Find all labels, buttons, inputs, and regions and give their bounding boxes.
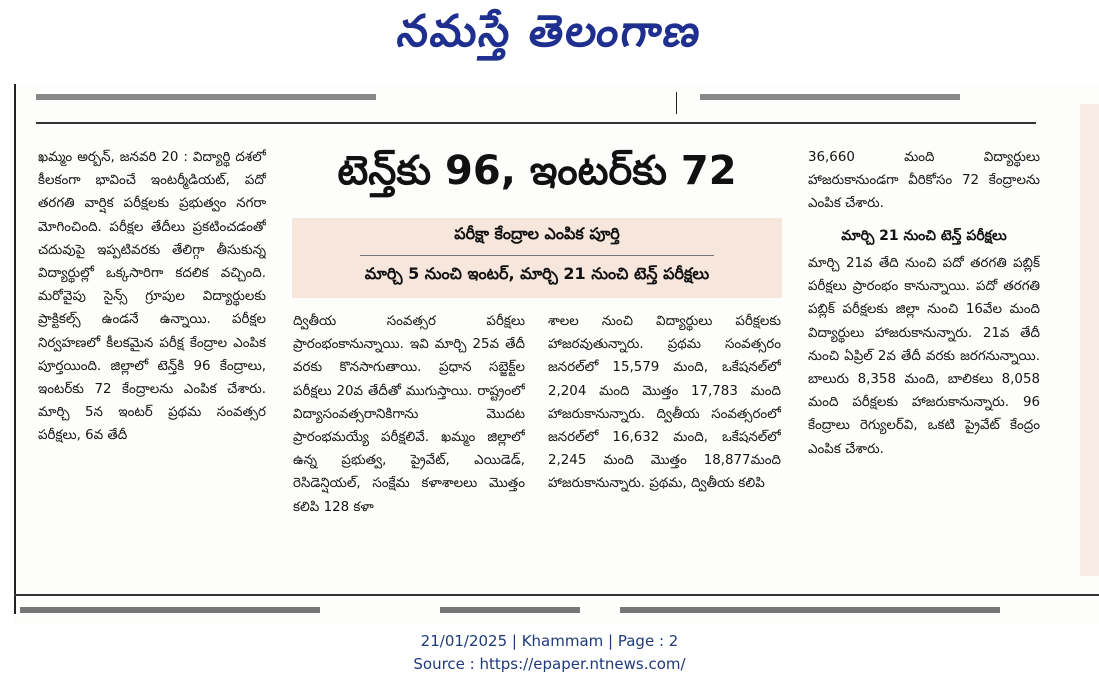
column-divider <box>676 92 677 114</box>
article-column-4-bottom <box>808 252 1040 584</box>
article-top-rule <box>36 122 1036 124</box>
article-column-4-top <box>808 146 1040 222</box>
kicker-line-2: మార్చి 5 నుంచి ఇంటర్, మార్చి 21 నుంచి టెన్త్ పరీక్షలు <box>364 264 710 283</box>
column-text: మార్చి 21వ తేది నుంచి పదో తరగతి పబ్లిక్ పరీక్షలు ప్రారంభం కానున్నాయి. పదో తరగతి పబ్లిక్ పరీక్షలకు జిల్లా నుంచి 16వేల మంది విద్యార్థులు హాజరుకానున్నారు. 21వ తేదీ నుంచి ఏప్రిల్ 2వ తేదీ వరకు జరగనున్నాయి. బాలురు 8,358 మంది, బాలికలు 8,058 మంది పరీక్షలకు హాజరుకానున్నారు. 96 కేంద్రాలు రెగ్యులర్‌వి, ఒకటి ప్రైవేట్ కేంద్రం ఎంపిక చేశారు. <box>808 256 1040 457</box>
column-text: శాలల నుంచి విద్యార్థులు పరీక్షలకు హాజరవుతున్నారు. ప్రథమ సంవత్సరం జనరల్‌లో 15,579 మంది, ఒకేషనల్‌లో 2,204 మంది మొత్తం 17,783 మంది హాజరుకానున్నారు. ద్వితీయ సంవత్సరంలో జనరల్‌లో 16,632 మంది, ఒకేషనల్‌లో 2,245 మంది మొత్తం 18,877మంది హాజరుకానున్నారు. ప్రథమ, ద్వితీయ కలిపి <box>548 314 781 492</box>
kicker-line-1: పరీక్షా కేంద్రాల ఎంపిక పూర్తి <box>454 224 620 243</box>
cut-off-top-text <box>20 88 1060 104</box>
column-text: ద్వితీయ సంవత్సర పరీక్షలు ప్రారంభంకానున్నాయి. ఇవి మార్చి 25వ తేదీ వరకు కొనసాగుతాయి. ప్రధాన సబ్జెక్ట్‌ల పరీక్షలు 20వ తేదీతో ముగుస్తాయి. రాష్ట్రంలో విద్యాసంవత్సరానికిగాను మొదట ప్రారంభమయ్యే పరీక్షలివే. ఖమ్మం జిల్లాలో ఉన్న ప్రభుత్వ, ప్రైవేట్, ఎయిడెడ్, రెసిడెన్షియల్, సంక్షేమ కళాశాలలు మొత్తం కలిపి 128 కళా <box>293 314 525 515</box>
page-left-border <box>14 84 16 614</box>
cut-text-fragment <box>36 94 376 100</box>
cut-off-bottom-text <box>20 605 1099 617</box>
article-column-1 <box>38 146 266 586</box>
cut-text-fragment <box>20 607 320 613</box>
column-text: 36,660 మంది విద్యార్థులు హాజరుకానుండగా వీరికోసం 72 కేంద్రాలను ఎంపిక చేశారు. <box>808 150 1040 212</box>
column-subheading: మార్చి 21 నుంచి టెన్త్ పరీక్షలు <box>841 228 1007 244</box>
masthead <box>0 0 1099 78</box>
column-text: ఖమ్మం అర్బన్, జనవరి 20 : విద్యార్థి దశలో కీలకంగా భావించే ఇంటర్మీడియట్, పదో తరగతి వార్షిక పరీక్షలకు ప్రభుత్వం నగరా మోగించింది. పరీక్షల తేదీలు ప్రకటించడంతో చదువుపై ఇప్పటివరకు తేలిగ్గా తీసుకున్న విద్యార్థుల్లో ఒక్కసారిగా కదలిక వచ్చింది. మరోవైపు సైన్స్ గ్రూపుల విద్యార్థులకు ప్రాక్టికల్స్ ఉండనే ఉన్నాయి. పరీక్షల నిర్వహణలో కీలకమైన పరీక్ష కేంద్రాల ఎంపిక పూర్తయింది. జిల్లాలో టెన్త్‌కి 96 కేంద్రాలు, ఇంటర్‌కు 72 కేంద్రాలను ఎంపిక చేశారు. మార్చి 5న ఇంటర్ ప్రథమ సంవత్సర పరీక్షలు, 6వ తేదీ <box>38 150 266 444</box>
newspaper-logo: నమస్తే తెలంగాణ <box>394 6 706 57</box>
article-column-3 <box>548 310 781 584</box>
kicker-divider <box>360 255 714 256</box>
source-link[interactable]: Source : https://epaper.ntnews.com/ <box>413 655 686 673</box>
cut-text-fragment <box>620 607 1000 613</box>
article-bottom-rule <box>14 594 1099 596</box>
adjacent-article-strip <box>1080 104 1099 576</box>
cut-text-fragment <box>440 607 580 613</box>
article-column-2 <box>293 310 525 584</box>
page-footer <box>0 630 1099 676</box>
article-headline: టెన్త్‌కు 96, ఇంటర్‌కు 72 <box>337 148 737 194</box>
cut-text-fragment <box>700 94 960 100</box>
edition-info: 21/01/2025 | Khammam | Page : 2 <box>420 632 679 650</box>
